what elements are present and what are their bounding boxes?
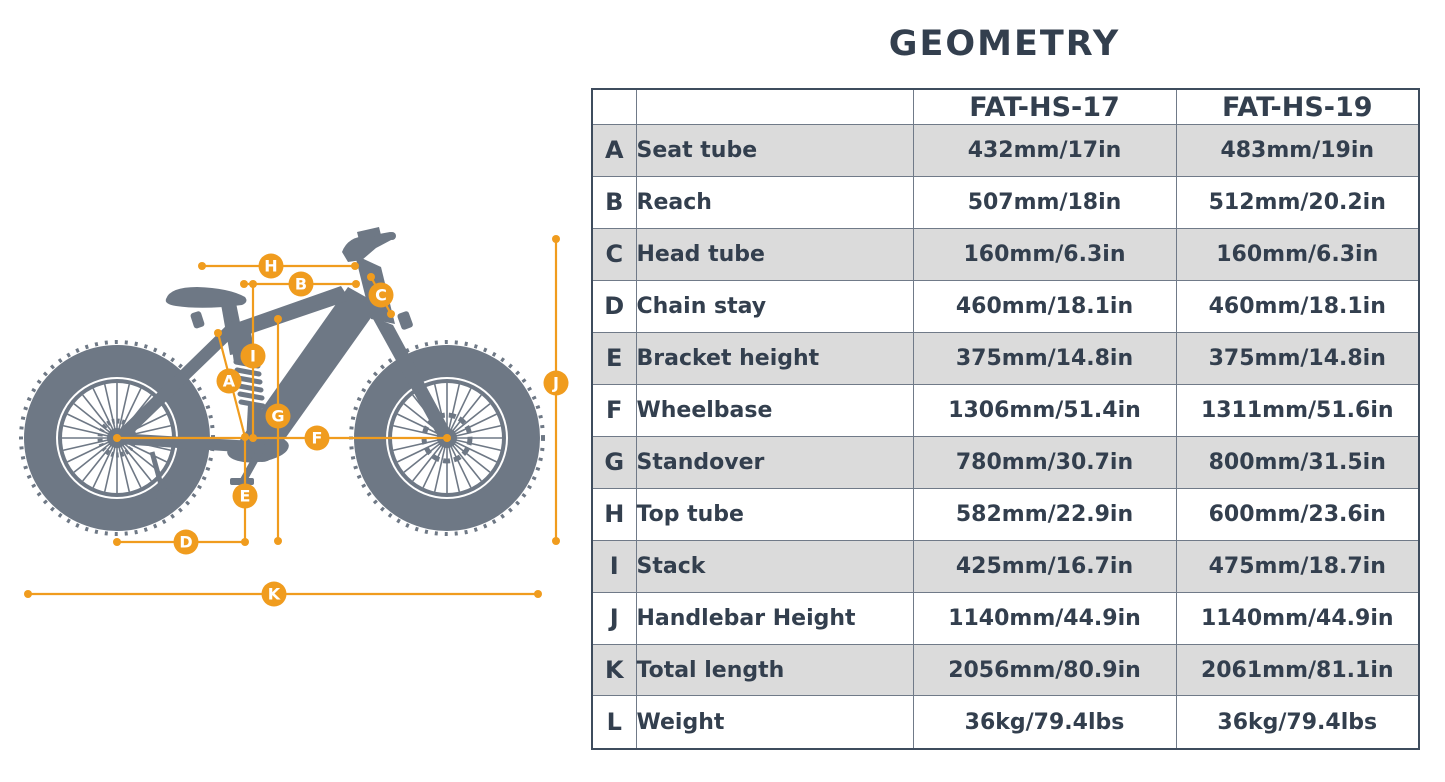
- row-letter: J: [592, 592, 636, 644]
- row-value-19: 1140mm/44.9in: [1176, 592, 1419, 644]
- table-row: [592, 228, 1419, 280]
- row-letter: E: [592, 332, 636, 384]
- row-value-17: 780mm/30.7in: [913, 436, 1176, 488]
- marker-label-i: I: [250, 346, 256, 366]
- row-value-19: 460mm/18.1in: [1176, 280, 1419, 332]
- row-value-19: 2061mm/81.1in: [1176, 644, 1419, 696]
- header-col-fat-hs-19: FAT-HS-19: [1176, 89, 1419, 125]
- table-row: [592, 540, 1419, 592]
- grip-end: [388, 232, 396, 240]
- row-letter: D: [592, 280, 636, 332]
- marker-label-d: D: [179, 532, 193, 552]
- row-letter: L: [592, 696, 636, 749]
- row-value-19: 512mm/20.2in: [1176, 176, 1419, 228]
- row-name: Seat tube: [636, 125, 913, 177]
- row-value-19: 160mm/6.3in: [1176, 228, 1419, 280]
- row-name: Standover: [636, 436, 913, 488]
- table-row: [592, 644, 1419, 696]
- table-header-row: [592, 89, 1419, 125]
- row-letter: A: [592, 125, 636, 177]
- header-letter-cell: [592, 89, 636, 125]
- saddle: [166, 287, 247, 308]
- row-value-17: 425mm/16.7in: [913, 540, 1176, 592]
- dimension-marker-j: [544, 235, 569, 545]
- row-value-17: 2056mm/80.9in: [913, 644, 1176, 696]
- marker-label-c: C: [375, 285, 387, 305]
- row-name: Top tube: [636, 488, 913, 540]
- row-value-19: 1311mm/51.6in: [1176, 384, 1419, 436]
- row-name: Stack: [636, 540, 913, 592]
- marker-label-a: A: [222, 371, 236, 391]
- row-letter: F: [592, 384, 636, 436]
- table-row: [592, 280, 1419, 332]
- row-value-19: 800mm/31.5in: [1176, 436, 1419, 488]
- row-value-17: 460mm/18.1in: [913, 280, 1176, 332]
- page-title: GEOMETRY: [888, 24, 1121, 64]
- row-letter: I: [592, 540, 636, 592]
- table-row: [592, 696, 1419, 749]
- table-row: [592, 125, 1419, 177]
- row-name: Reach: [636, 176, 913, 228]
- row-name: Head tube: [636, 228, 913, 280]
- table-row: [592, 384, 1419, 436]
- row-name: Bracket height: [636, 332, 913, 384]
- rear-light: [190, 311, 205, 330]
- row-name: Total length: [636, 644, 913, 696]
- row-value-19: 483mm/19in: [1176, 125, 1419, 177]
- marker-label-b: B: [294, 274, 308, 294]
- row-value-17: 375mm/14.8in: [913, 332, 1176, 384]
- marker-label-k: K: [267, 584, 281, 604]
- marker-label-h: H: [264, 256, 278, 276]
- header-name-cell: [636, 89, 913, 125]
- row-value-17: 432mm/17in: [913, 125, 1176, 177]
- dimension-marker-h: [198, 254, 359, 279]
- row-letter: B: [592, 176, 636, 228]
- table-row: [592, 436, 1419, 488]
- marker-label-e: E: [239, 486, 251, 506]
- dimension-marker-d: [113, 530, 249, 555]
- row-letter: H: [592, 488, 636, 540]
- row-value-19: 36kg/79.4lbs: [1176, 696, 1419, 749]
- row-value-17: 507mm/18in: [913, 176, 1176, 228]
- table-row: [592, 488, 1419, 540]
- dimension-marker-k: [24, 582, 542, 607]
- row-value-17: 582mm/22.9in: [913, 488, 1176, 540]
- marker-label-g: G: [271, 406, 285, 426]
- marker-label-j: J: [553, 373, 559, 393]
- row-value-19: 375mm/14.8in: [1176, 332, 1419, 384]
- table-row: [592, 176, 1419, 228]
- row-value-17: 36kg/79.4lbs: [913, 696, 1176, 749]
- row-name: Wheelbase: [636, 384, 913, 436]
- row-name: Handlebar Height: [636, 592, 913, 644]
- table-row: [592, 592, 1419, 644]
- row-letter: K: [592, 644, 636, 696]
- marker-label-f: F: [311, 428, 323, 448]
- geometry-table: [591, 88, 1420, 750]
- header-col-fat-hs-17: FAT-HS-17: [913, 89, 1176, 125]
- row-value-19: 475mm/18.7in: [1176, 540, 1419, 592]
- row-value-17: 160mm/6.3in: [913, 228, 1176, 280]
- row-letter: C: [592, 228, 636, 280]
- row-value-17: 1306mm/51.4in: [913, 384, 1176, 436]
- table-row: [592, 332, 1419, 384]
- row-name: Weight: [636, 696, 913, 749]
- derailleur-pulley: [156, 488, 172, 504]
- row-value-17: 1140mm/44.9in: [913, 592, 1176, 644]
- headlight: [397, 310, 414, 330]
- row-name: Chain stay: [636, 280, 913, 332]
- row-value-19: 600mm/23.6in: [1176, 488, 1419, 540]
- bike-geometry-diagram: [0, 0, 600, 782]
- row-letter: G: [592, 436, 636, 488]
